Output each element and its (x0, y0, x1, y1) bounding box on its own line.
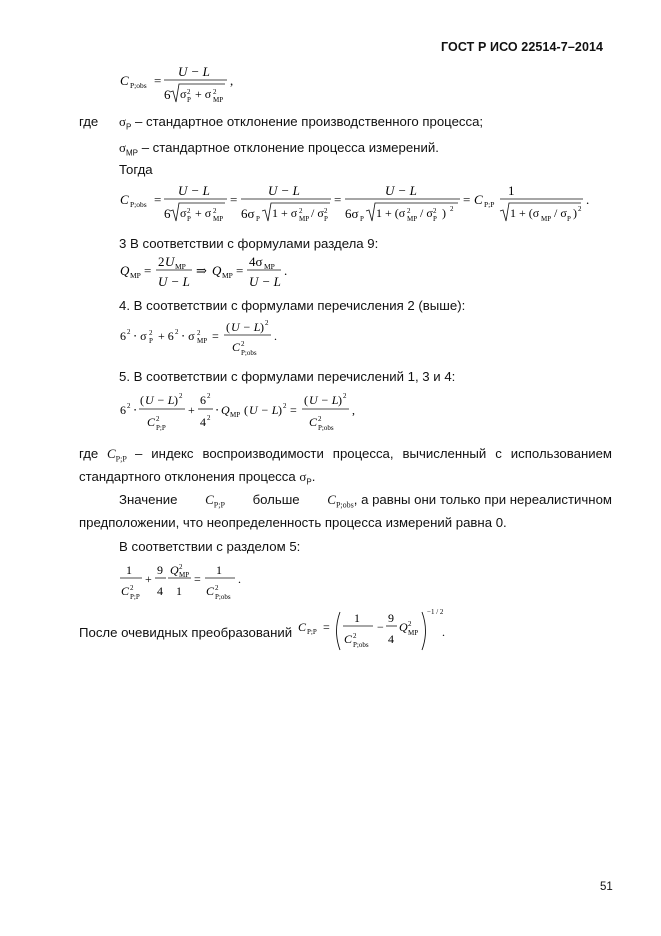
svg-text:.: . (442, 625, 445, 639)
svg-text:C: C (344, 632, 353, 646)
svg-text:2: 2 (265, 319, 269, 327)
svg-text:P: P (567, 215, 571, 223)
svg-text:(: ( (226, 320, 230, 334)
svg-text:.: . (284, 263, 288, 278)
svg-text:=: = (194, 572, 201, 586)
where-label-3: где (79, 446, 99, 461)
svg-text:P;P: P;P (156, 424, 166, 432)
svg-text:U − L: U − L (385, 183, 417, 198)
svg-text:2: 2 (130, 584, 134, 592)
svg-text:): ) (174, 393, 178, 407)
svg-text:1: 1 (354, 611, 360, 625)
svg-text:MP: MP (222, 271, 233, 280)
svg-text:−1 / 2: −1 / 2 (427, 608, 444, 616)
svg-text:P;obs: P;obs (241, 349, 257, 357)
svg-text:2: 2 (299, 207, 303, 215)
svg-text:U: U (165, 254, 175, 269)
svg-text:C: C (120, 192, 129, 207)
svg-text:P: P (149, 337, 153, 345)
svg-text:+ σ: + σ (195, 87, 212, 101)
where-label-1: где (79, 114, 99, 129)
svg-text:⇒: ⇒ (196, 263, 207, 278)
svg-text:MP: MP (264, 262, 275, 271)
svg-text:U − L: U − L (231, 320, 261, 334)
svg-text:P: P (433, 215, 437, 223)
svg-text:/ σ: / σ (554, 206, 567, 220)
svg-text:+: + (145, 572, 152, 586)
svg-text:2: 2 (353, 632, 357, 640)
value-comparison-line-2: предположении, что неопределенность процесса измерений равна 0. (79, 515, 507, 530)
svg-text:): ) (338, 393, 342, 407)
svg-text:+ 6: + 6 (158, 329, 174, 343)
svg-text:2: 2 (197, 329, 201, 337)
svg-text:2: 2 (127, 328, 131, 336)
svg-text:6: 6 (120, 403, 126, 417)
svg-text:.: . (274, 329, 277, 343)
svg-text:2: 2 (207, 414, 211, 422)
svg-text:2: 2 (241, 340, 245, 348)
svg-text:⋅: ⋅ (215, 403, 220, 417)
svg-text:=: = (463, 192, 471, 207)
svg-text:2: 2 (215, 584, 219, 592)
section-5-text: В соответствии с разделом 5: (119, 539, 301, 554)
svg-text:9: 9 (388, 611, 394, 625)
svg-text:2: 2 (450, 205, 454, 213)
svg-text:MP: MP (213, 215, 224, 223)
svg-text:4: 4 (157, 584, 163, 598)
svg-text:2: 2 (213, 88, 217, 96)
svg-text:=: = (236, 263, 244, 278)
svg-text:MP: MP (175, 262, 186, 271)
svg-text:U − L: U − L (268, 183, 300, 198)
svg-text:U − L: U − L (309, 393, 339, 407)
svg-text:MP: MP (408, 629, 419, 637)
svg-text:=: = (334, 192, 342, 207)
svg-text:1: 1 (508, 183, 515, 198)
svg-text:⋅ σ: ⋅ σ (133, 329, 147, 343)
svg-text:Q: Q (212, 263, 222, 278)
svg-text:=: = (290, 403, 297, 417)
svg-text:=: = (154, 192, 162, 207)
svg-text:9: 9 (157, 563, 163, 577)
svg-text:2: 2 (578, 205, 582, 213)
svg-text:2: 2 (179, 563, 183, 571)
svg-text:): ) (573, 206, 577, 220)
svg-text:Q: Q (399, 620, 408, 634)
svg-text:6: 6 (164, 87, 171, 102)
svg-text:P: P (256, 215, 260, 223)
svg-text:(: ( (244, 403, 248, 417)
svg-text:MP: MP (197, 337, 208, 345)
svg-text:1: 1 (126, 563, 132, 577)
svg-text:σ: σ (180, 87, 187, 101)
svg-text:2: 2 (187, 207, 191, 215)
definition-sigma-mp: $\sigma_{MP}$ – стандартное отклонение процесса измерений. (119, 140, 439, 158)
item-5-text: 5. В соответствии с формулами перечислений 1, 3 и 4: (119, 369, 456, 384)
item-4-text: 4. В соответствии с формулами перечисления 2 (выше): (119, 298, 466, 313)
svg-text:): ) (260, 320, 264, 334)
svg-text:P;obs: P;obs (353, 641, 369, 649)
svg-text:2: 2 (213, 207, 217, 215)
svg-text:Q: Q (221, 403, 230, 417)
svg-text:/ σ: / σ (311, 206, 324, 220)
formula-section-5 (120, 561, 250, 603)
svg-text:1 + σ: 1 + σ (272, 206, 298, 220)
svg-text:C: C (232, 340, 241, 354)
document-header: ГОСТ Р ИСО 22514-7–2014 (441, 40, 604, 54)
svg-text:U − L: U − L (145, 393, 175, 407)
definition-cpp-text-cont: стандартного отклонения процесса $\sigma_P$. (79, 469, 316, 487)
svg-text:4: 4 (200, 415, 206, 429)
svg-text:Q: Q (170, 563, 179, 577)
svg-text:1 + (σ: 1 + (σ (376, 206, 406, 220)
svg-text:C: C (206, 584, 215, 598)
svg-text:2: 2 (407, 207, 411, 215)
svg-text:6: 6 (200, 393, 206, 407)
svg-text:P: P (187, 96, 191, 104)
svg-text:P;obs: P;obs (130, 81, 147, 90)
svg-text:MP: MP (179, 571, 190, 579)
svg-text:MP: MP (541, 215, 552, 223)
definition-sigma-p: $\sigma_P$ – стандартное отклонение производственного процесса; (119, 114, 484, 132)
svg-text:P;P: P;P (130, 593, 140, 601)
formula-item-5 (120, 392, 360, 436)
svg-text:C: C (120, 73, 129, 88)
svg-text:+: + (188, 403, 195, 417)
svg-text:C: C (147, 415, 156, 429)
after-transform-text: После очевидных преобразований (79, 625, 293, 640)
svg-text:2: 2 (156, 415, 160, 423)
svg-text:2: 2 (283, 402, 287, 410)
svg-text:(: ( (304, 393, 308, 407)
svg-text:2: 2 (158, 254, 165, 269)
svg-text:P;obs: P;obs (215, 593, 231, 601)
svg-text:P: P (324, 215, 328, 223)
svg-text:2: 2 (187, 88, 191, 96)
svg-text:=: = (144, 263, 152, 278)
formula-chain (120, 182, 590, 226)
svg-text:(: ( (140, 393, 144, 407)
svg-text:6: 6 (164, 206, 171, 221)
svg-text:4: 4 (388, 632, 394, 646)
svg-text:C: C (298, 620, 307, 634)
item-3-text: 3 В соответствии с формулами раздела 9: (119, 236, 379, 251)
svg-text:P: P (360, 215, 364, 223)
svg-text:2: 2 (408, 620, 412, 628)
svg-text:=: = (323, 620, 330, 634)
svg-text:MP: MP (407, 215, 418, 223)
svg-text:MP: MP (213, 96, 224, 104)
svg-text:+ σ: + σ (195, 206, 212, 220)
svg-text:C: C (474, 192, 483, 207)
svg-text:2: 2 (149, 329, 153, 337)
formula-qmp (120, 255, 290, 295)
svg-text:U − L: U − L (249, 274, 281, 289)
svg-text:=: = (212, 329, 219, 343)
page-number: 51 (600, 881, 613, 893)
svg-text:): ) (442, 206, 446, 220)
svg-text:2: 2 (127, 402, 131, 410)
svg-text:⋅: ⋅ (133, 403, 138, 417)
svg-text:,: , (230, 73, 234, 88)
formula-item-4 (120, 320, 280, 360)
formula-cp-obs (120, 63, 240, 107)
svg-text:U − L: U − L (178, 183, 210, 198)
svg-text:MP: MP (130, 271, 141, 280)
then-text: Тогда (119, 162, 153, 177)
svg-text:1: 1 (216, 563, 222, 577)
svg-text:.: . (586, 192, 590, 207)
svg-text:P: P (187, 215, 191, 223)
svg-text:6σ: 6σ (345, 206, 359, 221)
svg-text:): ) (278, 403, 282, 417)
svg-text:2: 2 (179, 392, 183, 400)
svg-text:4σ: 4σ (249, 254, 263, 269)
value-comparison-line: Значение $C_{P;P}$ больше $C_{P;obs}$, а равны они только при нереалистичном (119, 492, 612, 510)
definition-cpp: $C_{P;P}$ (107, 446, 127, 464)
svg-text:=: = (154, 73, 162, 88)
svg-text:2: 2 (175, 328, 179, 336)
svg-text:σ: σ (180, 206, 187, 220)
svg-text:2: 2 (324, 207, 328, 215)
svg-text:,: , (352, 403, 355, 417)
svg-text:U − L: U − L (158, 274, 190, 289)
svg-text:2: 2 (318, 415, 322, 423)
svg-text:C: C (309, 415, 318, 429)
svg-text:6σ: 6σ (241, 206, 255, 221)
formula-final (298, 606, 458, 656)
definition-cpp-text: – индекс воспроизводимости процесса, вычисленный с использованием (135, 446, 612, 461)
svg-text:C: C (121, 584, 130, 598)
svg-text:/ σ: / σ (420, 206, 433, 220)
svg-text:Q: Q (120, 263, 130, 278)
svg-text:P;obs: P;obs (318, 424, 334, 432)
svg-text:2: 2 (207, 392, 211, 400)
svg-text:=: = (230, 192, 238, 207)
svg-text:P;P: P;P (484, 200, 495, 209)
svg-text:⋅ σ: ⋅ σ (181, 329, 195, 343)
svg-text:P;P: P;P (307, 628, 317, 636)
svg-text:2: 2 (343, 392, 347, 400)
svg-text:U − L: U − L (249, 403, 279, 417)
svg-text:P;obs: P;obs (130, 200, 147, 209)
svg-text:2: 2 (433, 207, 437, 215)
svg-text:−: − (377, 620, 384, 634)
svg-text:.: . (238, 572, 241, 586)
svg-text:6: 6 (120, 329, 126, 343)
svg-text:MP: MP (299, 215, 310, 223)
svg-text:U − L: U − L (178, 64, 210, 79)
svg-text:1 + (σ: 1 + (σ (510, 206, 540, 220)
svg-text:MP: MP (230, 411, 241, 419)
svg-text:1: 1 (176, 584, 182, 598)
